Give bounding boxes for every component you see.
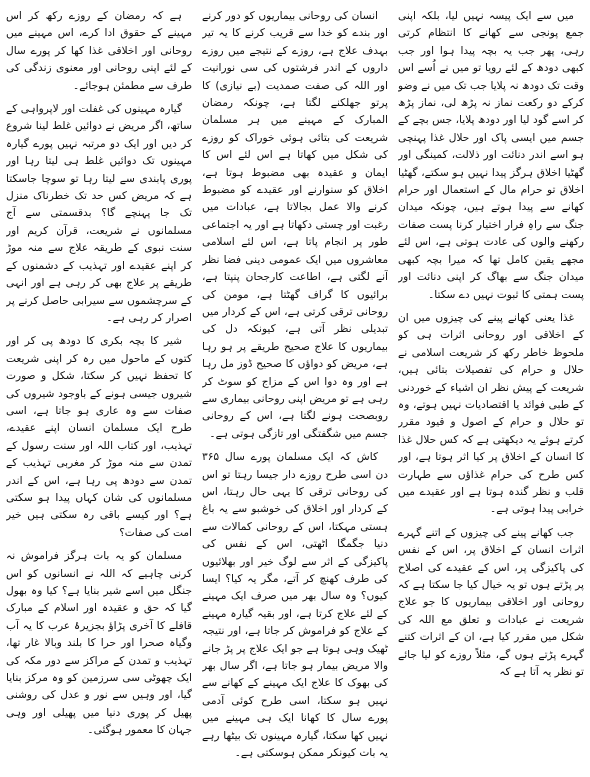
text-columns [6, 8, 584, 769]
column-right [398, 8, 584, 769]
paragraph: انسان کی روحانی بیماریوں کو دور کرنے اور بندے کو خدا سے قریب کرنے کا یہ تیر بہدف علاج ہے، روزے کے نتیجے میں روزے داروں کے اندر فرشتوں کی سی نورانیت اور اللہ کی صفت صمدیت (بے نیازی) کا پرتو جھلکنے لگتا ہے، چونکہ رمضان المبارک کے مہینے میں ہر مسلمان شریعت کی بتائی ہوئی خوراک کو روزے کی شکل میں کھاتا ہے اس لئے اس کا ایمان و عقیدہ بھی مضبوط ہوتا ہے، اخلاق کو سنوارنے اور عقیدے کو مضبوط کرنے والا عمل بجالاتا ہے، عبادات میں رغبت اور چستی دکھاتا ہے اور یہ اجتماعی طور پر انجام پاتا ہے، اس لئے اسلامی معاشروں میں ایک عمومی دینی فضا نظر آنے لگتی ہے، اطاعت کارجحان پنپتا ہے، برائیوں کا گراف گھٹتا ہے، مومن کی روحانی ترقی کرتی ہے، اس کے کردار میں تبدیلی نظر آتی ہے، کیونکہ دل کی بیماریوں کا علاج صحیح طریقے پر ہو رہا ہے، مریض کو دواؤں کا صحیح ڈوز مل رہا ہے اور وہ دوا اس کے مزاج کو سوٹ کر رہی ہے تو مریض اپنی روحانی بیماری سے روبصحت ہونے لگتا ہے، اس کے روحانی جسم میں شگفتگی اور تازگی ہوتی ہے۔ [202, 10, 388, 440]
column-left [6, 8, 192, 769]
paragraph: کاش کہ ایک مسلمان پورے سال ۳۶۵ دن اسی طرح روزے دار جیسا رہتا تو اس کی روحانی ترقی کا یہی حال رہتا، اس کے کردار اور اخلاق کی خوشبو سے یہ باغ ہستی مہکتا، اس کے روحانی کمالات سے دنیا جگمگا اٹھتی، اس کے نفس کی پاکیزگی کے اثر سے لوگ خیر اور بھلائیوں کی طرف کھنچ کر آتے، مگر یہ کیا؟ ایسا کیوں؟ وہ سال بھر میں صرف ایک مہینے کے لئے علاج کرتا ہے، اور بقیہ گیارہ مہینے کے علاج کو فراموش کر جاتا ہے، اور نتیجہ ٹھیک وہی ہوتا ہے جو ایک علاج پر پڑ جانے والا مریض بیمار ہو جاتا ہے، اگر سال بھر کی بھوک کا علاج ایک مہینے کے کھانے سے نہیں ہو سکتا، اسی طرح کوئی آدمی پورے سال کا کھانا ایک ہی مہینے میں نہیں کھا سکتا، گیارہ مہینوں تک بیٹھا رہے یہ بات کیونکر ممکن ہوسکتی ہے۔ [202, 451, 388, 760]
paragraph: ہے کہ رمضان کے روزے رکھ کر اس مہینے کے حقوق ادا کرے، اس مہینے میں روحانی اور اخلاقی غذا کھا کر پورے سال کے لئے اپنی روحانی اور معنوی زندگی کی طرف سے مطمئن ہوجائے۔ [6, 10, 192, 92]
paragraph: جب کھانے پینے کی چیزوں کے اتنے گہرے اثرات انسان کے اخلاق پر، اس کے نفس کی پاکیزگی پر، اس کے عقیدے کی اصلاح پر پڑتے ہوں تو یہ خیال کیا جا سکتا ہے کہ روحانی اور اخلاقی بیماریوں کا جو علاج شریعت نے عبادات و تعلق مع اللہ کی شکل میں مقرر کیا ہے، ان کے اثرات کتنے گہرے پڑتے ہوں گے، مثلاً روزے کو لیا جائے تو نظر یہ آتا ہے کہ [398, 526, 584, 679]
paragraph: غذا یعنی کھانے پینے کی چیزوں میں ان کے اخلاقی اور روحانی اثرات ہی کو ملحوظ خاطر رکھ کر شریعت اسلامی نے حلال و حرام کی تفصیلات بتائی ہیں، شریعت کے پیش نظر ان اشیاء کے خوردنی کے طبی فوائد یا اقتصادیات نہیں ہوتے، وہ تو حلال و حرام کے اصول و قیود مقرر کرتے ہوئے یہ دیکھتی ہے کہ کس حلال غذا کا انسان کے اخلاق پر کیا اثر ہوتا ہے، اور کس طرح کی حرام غذاؤں سے طہارت قلب و نظر گندہ ہوتا ہے اور عقیدے میں خرابی پیدا ہوتی ہے۔ [398, 311, 584, 516]
paragraph: شیر کا بچہ بکری کا دودھ پی کر اور کتوں کے ماحول میں رہ کر اپنی شریعت کا تحفظ نہیں کر سکتا، شکل و صورت شیروں جیسی ہونے کے باوجود شیروں کی صفات سے وہ عاری ہو جاتا ہے، اسی طرح ایک مسلمان انسان اپنے عقیدے، تہذیب، اور کتاب اللہ اور سنت رسول کے تمدن سے منہ موڑ کر مغربی تہذیب کے تمدن سے دودھ پی رہا ہے، اس کے اندر مسلمانوں کی شان کہاں پیدا ہو سکتی ہے؟ اور کیسے باقی رہ سکتی ہیں خیر امت کی صفات؟ [6, 335, 192, 539]
paragraph: میں سے ایک پیسہ نہیں لیا، بلکہ اپنی جمع پونجی سے کھانے کا انتظام کرتی رہی، پھر جب یہ بچہ پیدا ہوا اور جب کبھی دودھ کے لئے رویا تو میں نے اُسے اس وقت تک دودھ نہ پلایا جب تک میں نے وضو کرکے دو رکعت نماز نہ پڑھ لی، نماز پڑھ کر اسے گود لیا اور دودھ پلایا، جس بچے کے جسم میں ایسی پاک اور حلال غذا پہنچی ہو اسے اندر دنائت اور ذلالت، کمینگی اور گھٹیا اخلاق ہرگز پیدا نہیں ہو سکتے، گھٹیا اخلاق تو حرام مال کے استعمال اور حرام کھانے سے پیدا ہوتے ہیں، چونکہ میدان جنگ سے راہِ فرار اختیار کرنا پست صفات رکھنے والوں کی عادت ہوتی ہے، اس لئے مجھے یقین کامل تھا کہ میرا بچہ کبھی میدان جنگ سے بھاگ کر اپنی دنائت اور پست ہمتی کا ثبوت نہیں دے سکتا۔ [398, 10, 584, 301]
paragraph: مسلمان کو یہ بات ہرگز فراموش نہ کرنی چاہیے کہ اللہ نے انسانوں کو اس جنگل میں اسے شیر بنایا ہے؟ کیا وہ بھول گیا کہ حق و عقیدہ اور اسلام کے مبارک قافلے کا آخری پڑاؤ بجزیرۂ عرب کا یہ آب وگیاہ صحرا اور حرا کا بلند وبالا غار تھا، تہذیب و تمدن کے مراکز سے دور مکہ کی ایک چھوٹی سی سرزمین کو وہ مرکز بنایا گیا، اور وہیں سے نور و عدل کی روشنی پھیل کر پوری دنیا میں پھیلی اور وہی جہان کا معمور ہوگئی۔ [6, 550, 192, 737]
paragraph: گیارہ مہینوں کی غفلت اور لاپرواہی کے ساتھ، اگر مریض نے دوائیں غلط لینا شروع کر دیں اور ایک دو مرتبہ نہیں پورے گیارہ مہینوں تک دوائیں غلط ہی لیتا رہا اور پوری پابندی سے لیتا رہا تو سوچا جاسکتا ہے کہ مریض کس حد تک خطرناک منزل تک جا پہنچے گا؟ بدقسمتی سے آج مسلمانوں نے شریعت، قرآن کریم اور سنت نبوی کے طریقہ علاج سے منہ موڑ کر اپنے عقیدے اور تہذیب کے دشمنوں کے طریقے پر علاج بھی کر رہی ہے اور انہی کے سرچشموں سے سیرابی حاصل کرنے پر اصرار کر رہی ہے۔ [6, 103, 192, 324]
column-middle [202, 8, 388, 769]
